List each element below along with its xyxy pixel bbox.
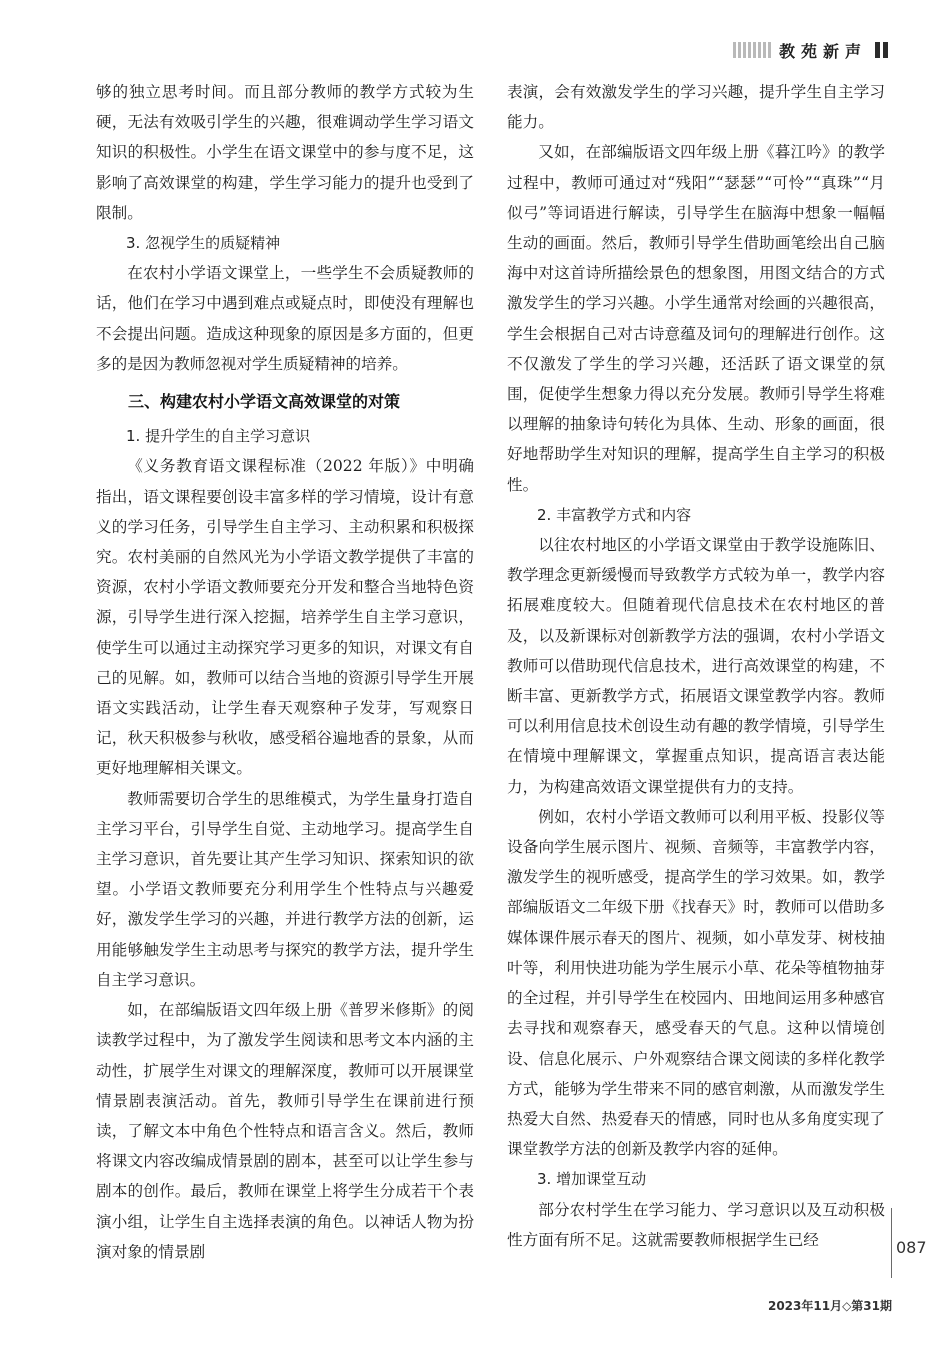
paragraph: 教师需要切合学生的思维模式，为学生量身打造自主学习平台，引导学生自觉、主动地学习。提高学生自主学习意识，首先要让其产生学习知识、探索知识的欲望。小学语文教师要充分利用学生个性特点与兴趣爱好，激发学生学习的兴趣，并进行教学方法的创新，运用能够触发学生主动思考与探究的教学方法，提升学生自主学习意识。 [96,789,474,989]
page-header [733,40,888,60]
subheading: 1. 提升学生的自主学习意识 [126,427,311,446]
subheading: 3. 忽视学生的质疑精神 [126,234,281,253]
header-decor-bars-dark [875,42,888,58]
column-title: 教苑新声 [778,41,867,61]
paragraph: 以往农村地区的小学语文课堂由于教学设施陈旧、教学理念更新缓慢而导致教学方式较为单一，教学内容拓展难度较大。但随着现代信息技术在农村地区的普及，以及新课标对创新教学方法的强调，农村小学语文教师可以借助现代信息技术，进行高效课堂的构建，不断丰富、更新教学方式，拓展语文课堂教学内容。教师可以利用信息技术创设生动有趣的教学情境，引导学生在情境中理解课文，掌握重点知识，提高语言表达能力，为构建高效语文课堂提供有力的支持。 [507,536,885,796]
paragraph: 例如，农村小学语文教师可以利用平板、投影仪等设备向学生展示图片、视频、音频等，丰富教学内容，激发学生的视听感受，提高学生的学习效果。如，教学部编版语文二年级下册《找春天》时，教师可以借助多媒体课件展示春天的图片、视频，如小草发芽、树枝抽叶等，利用快进功能为学生展示小草、花朵等植物抽芽的全过程，并引导学生在校园内、田地间运用多种感官去寻找和观察春天，感受春天的气息。这种以情境创设、信息化展示、户外观察结合课文阅读的多样化教学方式，能够为学生带来不同的感官刺激，从而激发学生热爱大自然、热爱春天的情感，同时也从多角度实现了课堂教学方法的创新及教学内容的延伸。 [507,807,885,1159]
page-number-divider [891,1208,892,1278]
right-column [507,77,885,1255]
page-number: 087 [896,1238,927,1257]
subheading: 2. 丰富教学方式和内容 [537,505,692,524]
paragraph: 表演，会有效激发学生的学习兴趣，提升学生自主学习能力。 [507,83,885,132]
paragraph: 《义务教育语文课程标准（2022 年版）》中明确指出，语文课程要创设丰富多样的学习情境，设计有意义的学习任务，引导学生自主学习、主动积累和积极探究。农村美丽的自然风光为小学语文教学提供了丰富的资源，农村小学语文教师要充分开发和整合当地特色资源，引导学生进行深入挖掘，培养学生自主学习意识，使学生可以通过主动探究学习更多的知识，对课文有自己的见解。如，教师可以结合当地的资源引导学生开展语文实践活动，让学生春天观察种子发芽，写观察日记，秋天积极参与秋收，感受稻谷遍地香的景象，从而更好地理解相关课文。 [96,457,474,778]
paragraph: 在农村小学语文课堂上，一些学生不会质疑教师的话，他们在学习中遇到难点或疑点时，即使没有理解也不会提出问题。造成这种现象的原因是多方面的，但更多的是因为教师忽视对学生质疑精神的培养。 [96,264,474,373]
header-decor-bars-light [733,42,771,58]
paragraph: 部分农村学生在学习能力、学习意识以及互动积极性方面有所不足。这就需要教师根据学生已经 [507,1200,885,1249]
left-column [96,77,474,1267]
paragraph: 够的独立思考时间。而且部分教师的教学方式较为生硬，无法有效吸引学生的兴趣，很难调动学生学习语文知识的积极性。小学生在语文课堂中的参与度不足，这影响了高效课堂的构建，学生学习能力的提升也受到了限制。 [96,83,474,222]
subheading: 3. 增加课堂互动 [537,1170,647,1189]
paragraph: 又如，在部编版语文四年级上册《暮江吟》的教学过程中，教师可通过对“残阳”“瑟瑟”“可怜”“真珠”“月似弓”等词语进行解读，引导学生在脑海中想象一幅幅生动的画面。然后，教师引导学生借助画笔绘出自己脑海中对这首诗所描绘景色的想象图，用图文结合的方式激发学生的学习兴趣。小学生通常对绘画的兴趣很高，学生会根据自己对古诗意蕴及词句的理解进行创作。这不仅激发了学生的学习兴趣，还活跃了语文课堂的氛围，促使学生想象力得以充分发展。教师引导学生将难以理解的抽象诗句转化为具体、生动、形象的画面，很好地帮助学生对知识的理解，提高学生自主学习的积极性。 [507,143,885,494]
issue-label: 2023年11月◇第31期 [767,1299,892,1313]
paragraph: 如，在部编版语文四年级上册《普罗米修斯》的阅读教学过程中，为了激发学生阅读和思考文本内涵的主动性，扩展学生对课文的理解深度，教师可以开展课堂情景剧表演活动。首先，教师引导学生在课前进行预读，了解文本中角色个性特点和语言含义。然后，教师将课文内容改编成情景剧的剧本，甚至可以让学生参与剧本的创作。最后，教师在课堂上将学生分成若干个表演小组，让学生自主选择表演的角色。以神话人物为扮演对象的情景剧 [96,1001,474,1261]
section-heading: 三、构建农村小学语文高效课堂的对策 [128,392,401,412]
